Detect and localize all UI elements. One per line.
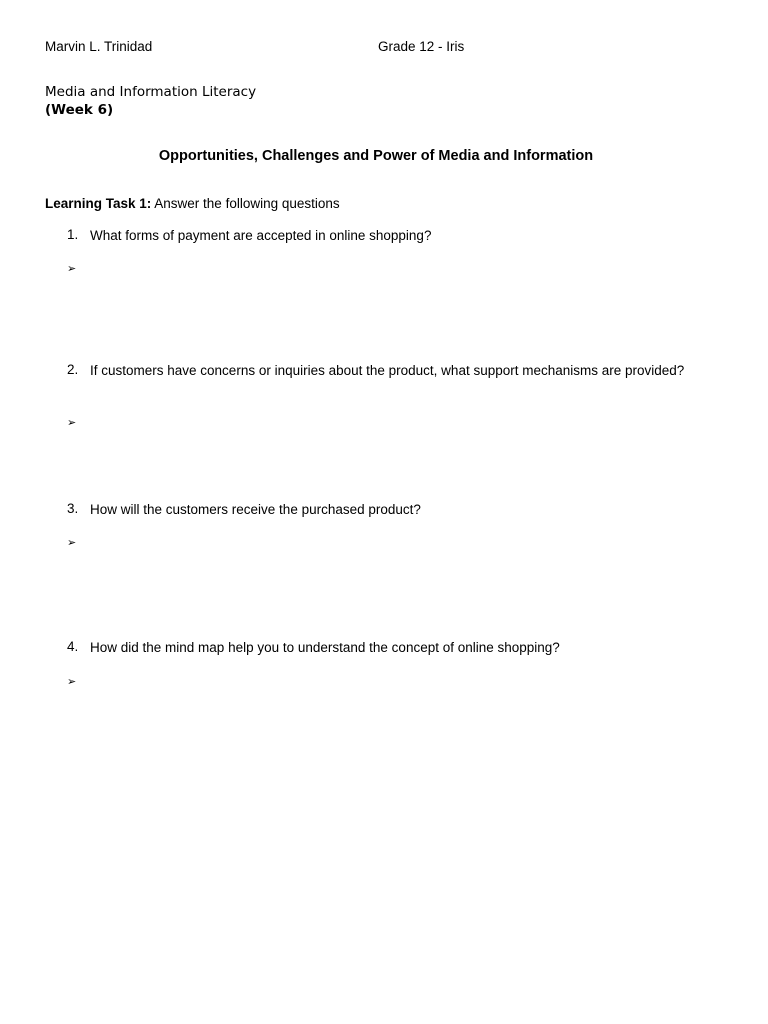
document-title: Opportunities, Challenges and Power of Media and Information [158,148,594,164]
student-name: Marvin L. Trinidad [45,39,153,54]
question-2-text: If customers have concerns or inquiries about the product, what support mechanisms are provided? [90,363,685,378]
question-1-number: 1. [67,227,79,242]
answer-1-bullet-icon: ➢ [67,262,77,275]
question-1-text: What forms of payment are accepted in online shopping? [90,228,432,243]
answer-3-bullet-icon: ➢ [67,536,77,549]
learning-task-label: Learning Task 1: [45,196,152,211]
learning-task-instruction: Answer the following questions [151,196,340,211]
question-3-number: 3. [67,501,79,516]
question-4-number: 4. [67,639,79,654]
question-4-text: How did the mind map help you to understand the concept of online shopping? [90,640,560,655]
grade-section: Grade 12 - Iris [378,39,465,54]
week-label: (Week 6) [45,102,114,118]
answer-2-bullet-icon: ➢ [67,416,77,429]
subject-title: Media and Information Literacy [45,84,257,100]
answer-4-bullet-icon: ➢ [67,675,77,688]
question-2-number: 2. [67,362,79,377]
learning-task [45,196,340,211]
question-3-text: How will the customers receive the purchased product? [90,502,421,517]
